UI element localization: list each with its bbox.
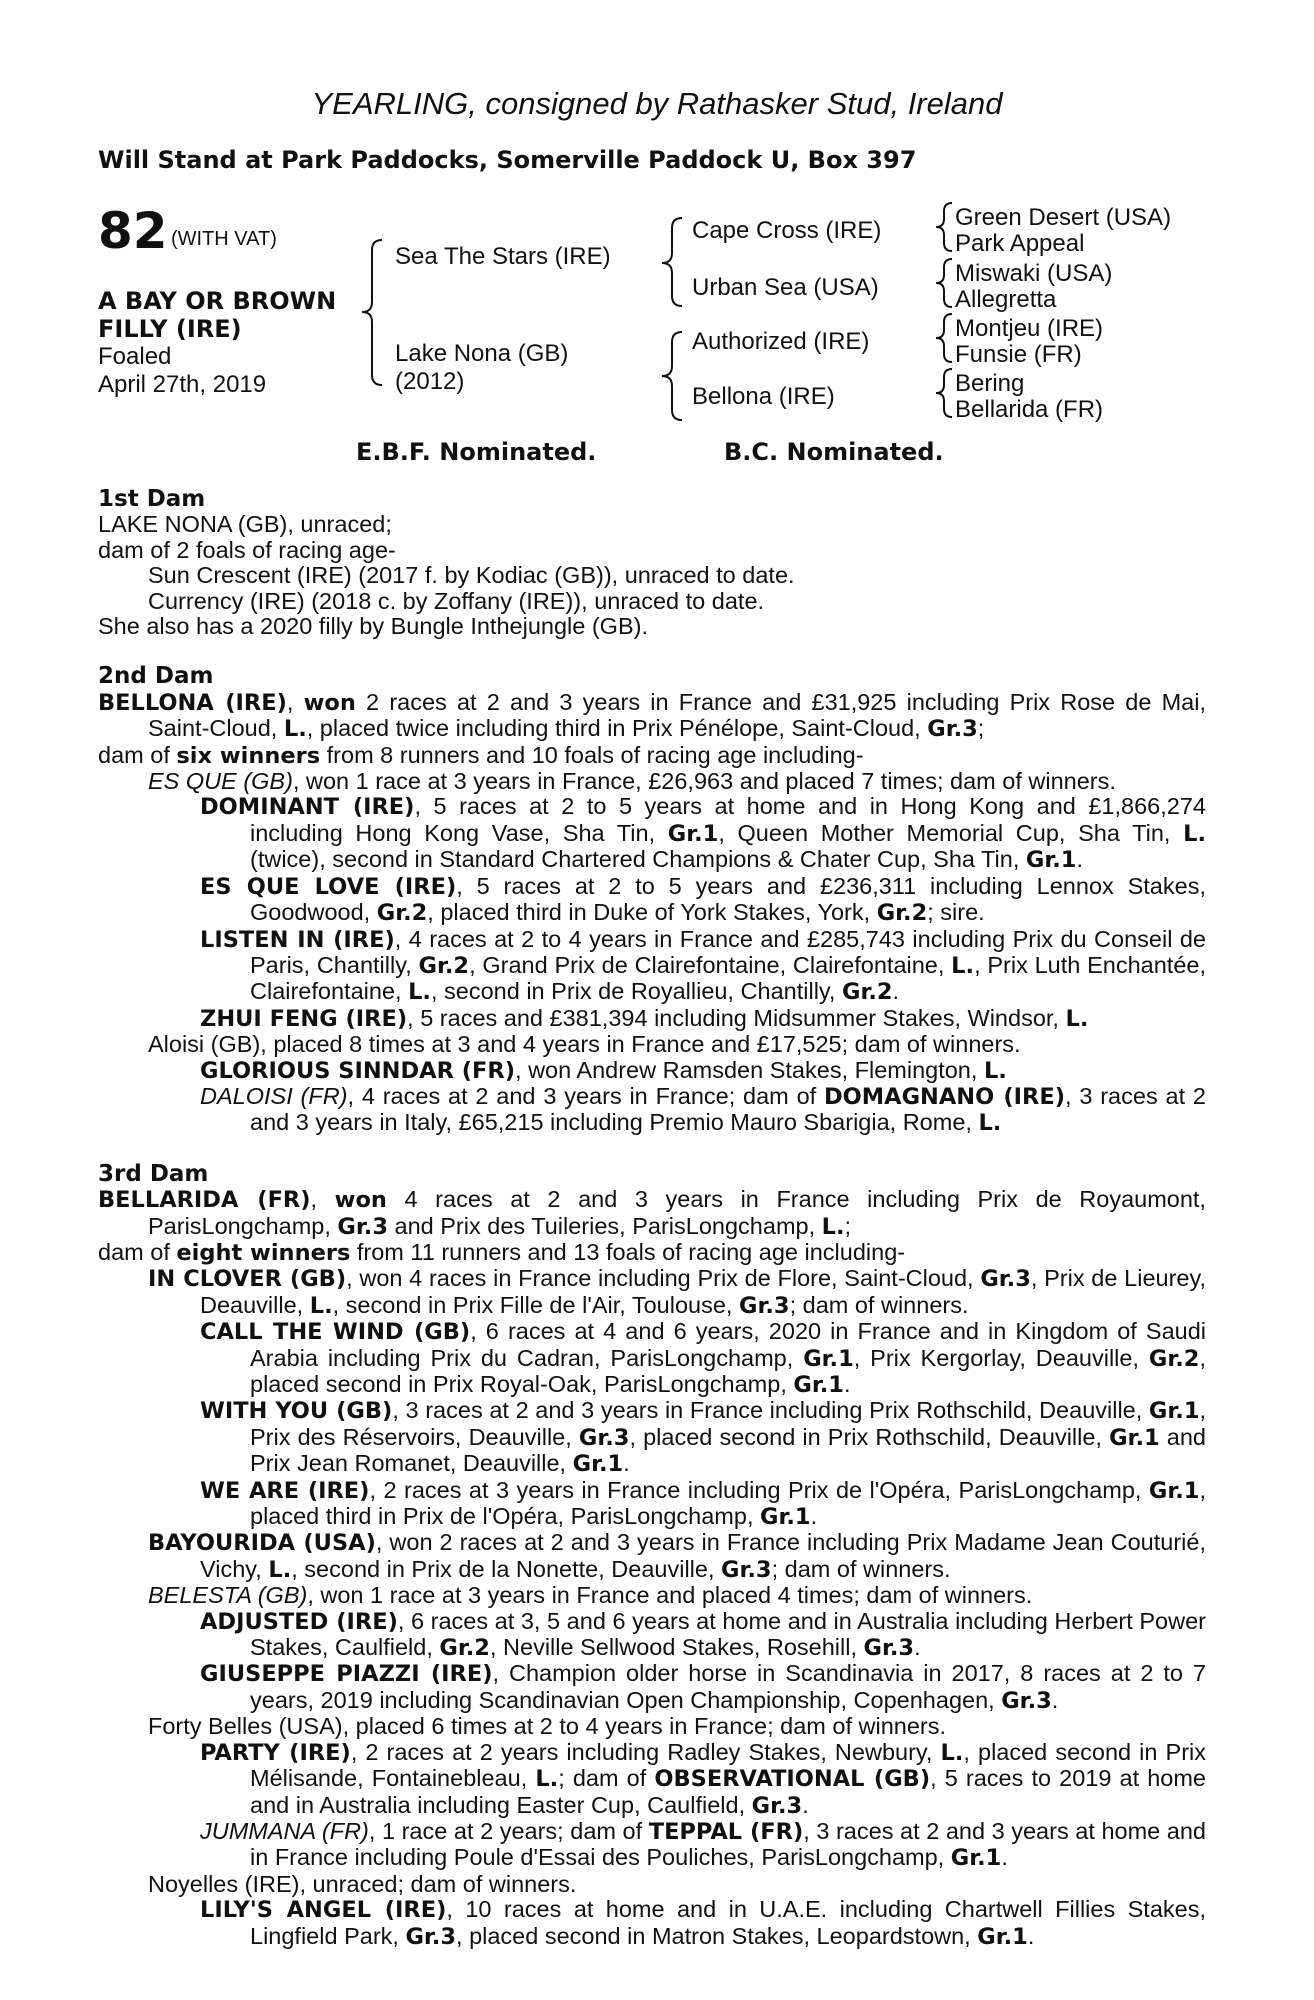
stand-location: Will Stand at Park Paddocks, Somerville Paddock U, Box 397 xyxy=(98,146,917,174)
horse-name: BELLARIDA (FR) xyxy=(98,1187,311,1214)
sire-sire: Cape Cross (IRE) xyxy=(692,217,882,244)
bracket-g12 xyxy=(936,203,952,251)
bracket-g56 xyxy=(936,314,952,362)
produce-entry: LILY'S ANGEL (IRE), 10 races at home and in U.A.E. including Chartwell Fillies Stakes, Lingfield Park, Gr.3, placed second in Matron Stakes, Leopardstown, Gr.1. xyxy=(200,1896,1206,1950)
produce-entry: JUMMANA (FR), 1 race at 2 years; dam of TEPPAL (FR), 3 races at 2 and 3 years at home and in France including Poule d'Essai des Pouliches, ParisLongchamp, Gr.1. xyxy=(200,1817,1207,1872)
first-dam-line: dam of 2 foals of racing age- xyxy=(98,536,396,563)
second-dam-heading: 2nd Dam xyxy=(98,663,214,690)
third-dam-intro: BELLARIDA (FR), won 4 races at 2 and 3 years in France including Prix de Royaumont, ParisLongchamp, Gr.3 and Prix des Tuileries, ParisLongchamp, L.; xyxy=(98,1186,1206,1240)
produce-entry: GLORIOUS SINNDAR (FR), won Andrew Ramsden Stakes, Flemington, L. xyxy=(200,1056,1007,1084)
ebf-nomination: E.B.F. Nominated. xyxy=(356,438,597,466)
produce-entry: BELESTA (GB), won 1 race at 3 years in France and placed 4 times; dam of winners. xyxy=(148,1582,1033,1609)
lot-number: 82 xyxy=(98,202,168,260)
foaled-label: Foaled xyxy=(98,343,172,370)
produce-entry: ADJUSTED (IRE), 6 races at 3, 5 and 6 years at home and in Australia including Herbert Power Stakes, Caulfield, Gr.2, Neville Sellwood Stakes, Rosehill, Gr.3. xyxy=(200,1607,1206,1662)
won-label: won xyxy=(303,689,356,716)
bracket-g34 xyxy=(936,259,952,307)
third-dam-produce-summary: dam of eight winners from 11 runners and 13 foals of racing age including- xyxy=(98,1238,906,1266)
horse-name: DALOISI (FR) xyxy=(200,1082,348,1109)
ancestor-2: Park Appeal xyxy=(955,230,1085,257)
bc-nomination: B.C. Nominated. xyxy=(724,438,944,466)
produce-entry: ES QUE (GB), won 1 race at 3 years in France, £26,963 and placed 7 times; dam of winners. xyxy=(148,768,1116,795)
horse-name: WITH YOU (GB) xyxy=(200,1398,393,1425)
ancestor-5: Montjeu (IRE) xyxy=(955,315,1104,342)
ancestor-7: Bering xyxy=(955,370,1025,397)
ancestor-4: Allegretta xyxy=(955,286,1057,313)
produce-entry: WE ARE (IRE), 2 races at 3 years in France including Prix de l'Opéra, ParisLongchamp, Gr.1, placed third in Prix de l'Opéra, ParisLongchamp, Gr.1. xyxy=(200,1476,1206,1531)
ancestor-8: Bellarida (FR) xyxy=(955,396,1104,423)
produce-entry: Aloisi (GB), placed 8 times at 3 and 4 years in France and £17,525; dam of winners. xyxy=(148,1031,1021,1058)
produce-entry: DALOISI (FR), 4 races at 2 and 3 years in France; dam of DOMAGNANO (IRE), 3 races at 2 and 3 years in Italy, £65,215 including Premio Mauro Sbarigia, Rome, L. xyxy=(200,1082,1206,1137)
horse-name: IN CLOVER (GB) xyxy=(148,1266,347,1293)
horse-name: DOMINANT (IRE) xyxy=(200,794,415,821)
pedigree-brackets xyxy=(0,0,1314,500)
produce-entry: ZHUI FENG (IRE), 5 races and £381,394 including Midsummer Stakes, Windsor, L. xyxy=(200,1004,1089,1032)
horse-name: JUMMANA (FR) xyxy=(200,1817,369,1844)
horse-name: ADJUSTED (IRE) xyxy=(200,1608,398,1635)
dam-sire: Authorized (IRE) xyxy=(692,328,870,355)
produce-entry: LISTEN IN (IRE), 4 races at 2 to 4 years in France and £285,743 including Prix du Conseil de Paris, Chantilly, Gr.2, Grand Prix de Clairefontaine, Clairefontaine, L., Prix Luth Enchantée, Clairefontaine, L., second in Prix de Royallieu, Chantilly, Gr.2. xyxy=(200,925,1206,1006)
horse-name: ES QUE (GB) xyxy=(148,768,293,795)
ancestor-3: Miswaki (USA) xyxy=(955,260,1113,287)
horse-name: LISTEN IN (IRE) xyxy=(200,926,395,953)
horse-description-line2: FILLY (IRE) xyxy=(98,315,242,343)
first-dam-heading: 1st Dam xyxy=(98,486,206,512)
produce-entry: BAYOURIDA (USA), won 2 races at 2 and 3 years in France including Prix Madame Jean Couturié, Vichy, L., second in Prix de la Nonette, Deauville, Gr.3; dam of winners. xyxy=(148,1529,1206,1583)
won-label: won xyxy=(334,1187,387,1214)
consigner-line: YEARLING, consigned by Rathasker Stud, Ireland xyxy=(311,86,1003,121)
bracket-g78 xyxy=(936,369,952,417)
horse-name: BAYOURIDA (USA) xyxy=(148,1530,376,1557)
sire-dam: Urban Sea (USA) xyxy=(692,274,879,301)
dam: Lake Nona (GB) xyxy=(395,340,569,367)
bracket-dam-parents xyxy=(662,332,682,420)
family-notes xyxy=(98,487,1206,1950)
produce-entry: DOMINANT (IRE), 5 races at 2 to 5 years at home and in Hong Kong and £1,866,274 including Hong Kong Vase, Sha Tin, Gr.1, Queen Mother Memorial Cup, Sha Tin, L. (twice), second in Standard Chartered Champions & Chater Cup, Sha Tin, Gr.1. xyxy=(200,793,1206,874)
horse-name: ZHUI FENG (IRE) xyxy=(200,1005,408,1032)
produce-entry: IN CLOVER (GB), won 4 races in France including Prix de Flore, Saint-Cloud, Gr.3, Prix de Lieurey, Deauville, L., second in Prix Fille de l'Air, Toulouse, Gr.3; dam of winners. xyxy=(148,1265,1207,1319)
first-dam-produce: Sun Crescent (IRE) (2017 f. by Kodiac (GB)), unraced to date. xyxy=(148,562,795,589)
ancestor-1: Green Desert (USA) xyxy=(955,204,1172,231)
first-dam-line: She also has a 2020 filly by Bungle Inthejungle (GB). xyxy=(98,613,648,640)
horse-name: GLORIOUS SINNDAR (FR) xyxy=(200,1057,516,1084)
third-dam-heading: 3rd Dam xyxy=(98,1160,209,1187)
produce-entry: CALL THE WIND (GB), 6 races at 4 and 6 years, 2020 in France and in Kingdom of Saudi Arabia including Prix du Cadran, ParisLongchamp, Gr.1, Prix Kergorlay, Deauville, Gr.2, placed second in Prix Royal-Oak, ParisLongchamp, Gr.1. xyxy=(200,1318,1207,1398)
second-dam-intro: BELLONA (IRE), won 2 races at 2 and 3 years in France and £31,925 including Prix Rose de Mai, Saint-Cloud, L., placed twice including third in Prix Pénélope, Saint-Cloud, Gr.3; xyxy=(98,688,1206,743)
dam-year: (2012) xyxy=(395,368,465,395)
horse-name: WE ARE (IRE) xyxy=(200,1477,370,1504)
produce-entry: WITH YOU (GB), 3 races at 2 and 3 years in France including Prix Rothschild, Deauville, Gr.1, Prix des Réservoirs, Deauville, Gr.3, placed second in Prix Rothschild, Deauville, Gr.1 and Prix Jean Romanet, Deauville, Gr.1. xyxy=(200,1397,1207,1478)
vat-label: (WITH VAT) xyxy=(171,228,277,250)
horse-name: BELLONA (IRE) xyxy=(98,689,287,716)
produce-entry: Forty Belles (USA), placed 6 times at 2 to 4 years in France; dam of winners. xyxy=(148,1713,947,1740)
bracket-sire-dam xyxy=(362,240,382,385)
second-dam-produce-summary: dam of six winners from 8 runners and 10 foals of racing age including- xyxy=(98,741,864,769)
horse-name: PARTY (IRE) xyxy=(200,1739,351,1766)
produce-entry: Noyelles (IRE), unraced; dam of winners. xyxy=(148,1870,577,1897)
sire: Sea The Stars (IRE) xyxy=(395,243,611,270)
horse-name: LILY'S ANGEL (IRE) xyxy=(200,1897,447,1924)
horse-name: GIUSEPPE PIAZZI (IRE) xyxy=(200,1661,493,1688)
produce-entry: ES QUE LOVE (IRE), 5 races at 2 to 5 years and £236,311 including Lennox Stakes, Goodwood, Gr.2, placed third in Duke of York Stakes, York, Gr.2; sire. xyxy=(200,872,1206,927)
produce-entry: GIUSEPPE PIAZZI (IRE), Champion older horse in Scandinavia in 2017, 8 races at 2 to 7 years, 2019 including Scandinavian Open Championship, Copenhagen, Gr.3. xyxy=(200,1660,1206,1714)
first-dam-produce: Currency (IRE) (2018 c. by Zoffany (IRE)), unraced to date. xyxy=(148,587,765,614)
ancestor-6: Funsie (FR) xyxy=(955,341,1082,368)
horse-description-line1: A BAY OR BROWN xyxy=(98,287,337,315)
dam-dam: Bellona (IRE) xyxy=(692,383,835,410)
horse-name: CALL THE WIND (GB) xyxy=(200,1319,471,1346)
foaled-date: April 27th, 2019 xyxy=(98,371,267,398)
horse-name: BELESTA (GB) xyxy=(148,1582,308,1609)
produce-entry: PARTY (IRE), 2 races at 2 years including Radley Stakes, Newbury, L., placed second in Prix Mélisande, Fontainebleau, L.; dam of OBSERVATIONAL (GB), 5 races to 2019 at home and in Australia including Easter Cup, Caulfield, Gr.3. xyxy=(200,1738,1207,1819)
horse-name: ES QUE LOVE (IRE) xyxy=(200,873,457,900)
first-dam-line: LAKE NONA (GB), unraced; xyxy=(98,511,392,538)
bracket-sire-parents xyxy=(662,218,682,306)
